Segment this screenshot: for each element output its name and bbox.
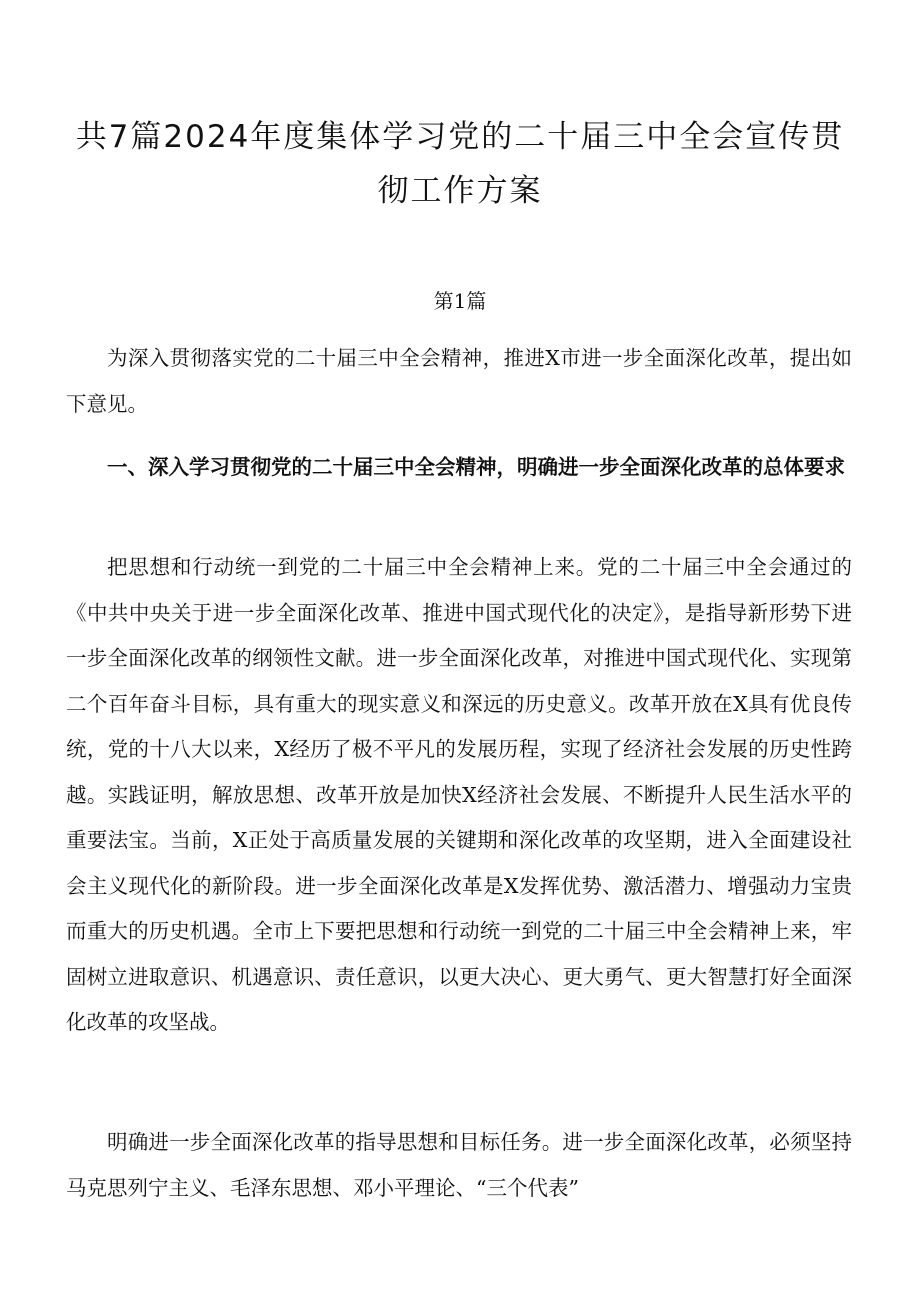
section-heading: 一、深入学习贯彻党的二十届三中全会精神，明确进一步全面深化改革的总体要求 xyxy=(107,455,845,479)
body-paragraph: 把思想和行动统一到党的二十届三中全会精神上来。党的二十届三中全会通过的《中共中央关于进一步全面深化改革、推进中国式现代化的决定》，是指导新形势下进一步全面深化改革的纲领性文献。进一步全面深化改革，对推进中国式现代化、实现第二个百年奋斗目标，具有重大的现实意义和深远的历史意义。改革开放在X具有优良传统，党的十八大以来，X经历了极不平凡的发展历程，实现了经济社会发展的历史性跨越。实践证明，解放思想、改革开放是加快X经济社会发展、不断提升人民生活水平的重要法宝。当前，X正处于高质量发展的关键期和深化改革的攻坚期，进入全面建设社会主义现代化的新阶段。进一步全面深化改革是X发挥优势、激活潜力、增强动力宝贵而重大的历史机遇。全市上下要把思想和行动统一到党的二十届三中全会精神上来，牢固树立进取意识、机遇意识、责任意识，以更大决心、更大勇气、更大智慧打好全面深化改革的攻坚战。 xyxy=(66,555,852,1034)
document-title: 共7篇2024年度集体学习党的二十届三中全会宣传贯彻工作方案 xyxy=(75,119,845,209)
body-paragraph: 明确进一步全面深化改革的指导思想和目标任务。进一步全面深化改革，必须坚持马克思列宁主义、毛泽东思想、邓小平理论、“三个代表” xyxy=(66,1130,852,1200)
intro-paragraph: 为深入贯彻落实党的二十届三中全会精神，推进X市进一步全面深化改革，提出如下意见。 xyxy=(66,346,852,416)
section-label: 第1篇 xyxy=(433,289,487,313)
